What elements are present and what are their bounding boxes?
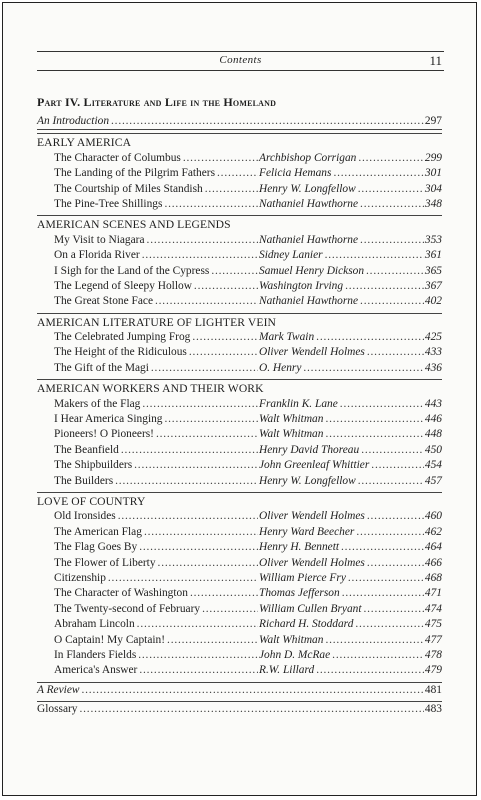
table-of-contents — [37, 114, 442, 717]
section-heading: AMERICAN SCENES AND LEGENDS — [37, 215, 442, 232]
entry-title-cell — [54, 474, 259, 489]
toc-entry — [37, 602, 442, 617]
entry-title-cell — [54, 540, 259, 555]
entry-title-cell — [54, 556, 259, 571]
entry-author-cell — [259, 264, 442, 279]
intro-title: An Introduction — [37, 115, 110, 127]
entry-title-cell — [54, 617, 259, 632]
leader-dots — [316, 663, 424, 678]
leader-dots — [138, 648, 258, 663]
leader-dots — [121, 443, 258, 458]
entry-title-cell — [54, 427, 259, 442]
leader-dots — [142, 248, 258, 263]
entry-author: Franklin K. Lane — [259, 397, 338, 410]
sections-container — [37, 133, 442, 678]
entry-title-cell — [54, 586, 259, 601]
leader-dots — [164, 197, 258, 212]
entry-title: The Builders — [54, 474, 114, 487]
leader-dots — [165, 412, 259, 427]
entry-title: The Character of Columbus — [54, 151, 181, 164]
toc-entry — [37, 397, 442, 412]
leader-dots — [142, 397, 258, 412]
leader-dots — [364, 602, 424, 617]
header-title: Contents — [219, 54, 262, 66]
toc-entry — [37, 525, 442, 540]
leader-dots — [303, 361, 424, 376]
leader-dots — [360, 197, 424, 212]
entry-page: 348 — [424, 197, 442, 210]
entry-author-cell — [259, 602, 442, 617]
toc-entry — [37, 633, 442, 648]
leader-dots — [167, 633, 258, 648]
entry-author: John Greenleaf Whittier — [259, 459, 370, 472]
entry-author-cell — [259, 427, 442, 442]
entry-author-cell — [259, 663, 442, 678]
entry-title: O Captain! My Captain! — [54, 633, 166, 646]
entry-title: In Flanders Fields — [54, 648, 137, 661]
leader-dots — [118, 509, 258, 524]
entry-title-cell — [54, 248, 259, 263]
leader-dots — [325, 412, 423, 427]
toc-entry — [37, 330, 442, 345]
toc-entry — [37, 586, 442, 601]
toc-glossary-row — [37, 701, 442, 717]
toc-entry — [37, 264, 442, 279]
entry-author: Felicia Hemans — [259, 167, 332, 180]
toc-entry — [37, 166, 442, 181]
entry-author-cell — [259, 330, 442, 345]
leader-dots — [367, 556, 424, 571]
entry-title: Makers of the Flag — [54, 397, 141, 410]
entry-page: 468 — [424, 571, 442, 584]
entry-title-cell — [54, 151, 259, 166]
entry-page: 425 — [424, 331, 442, 344]
entry-title-cell — [54, 166, 259, 181]
entry-page: 464 — [424, 541, 442, 554]
entry-title: The Celebrated Jumping Frog — [54, 331, 191, 344]
entry-author: William Pierce Fry — [259, 571, 346, 584]
entry-title-cell — [54, 602, 259, 617]
entry-page: 460 — [424, 510, 442, 523]
leader-dots — [371, 458, 424, 473]
entry-author-cell — [259, 294, 442, 309]
entry-author: Samuel Henry Dickson — [259, 264, 365, 277]
entry-page: 479 — [424, 664, 442, 677]
entry-author: O. Henry — [259, 361, 302, 374]
intro-page: 297 — [424, 115, 442, 127]
entry-author-cell — [259, 197, 442, 212]
leader-dots — [151, 361, 258, 376]
entry-title-cell — [54, 443, 259, 458]
entry-page: 478 — [424, 648, 442, 661]
entry-author: William Cullen Bryant — [259, 602, 362, 615]
entry-title: Old Ironsides — [54, 510, 116, 523]
toc-entry — [37, 294, 442, 309]
leader-dots — [358, 151, 424, 166]
toc-entry — [37, 648, 442, 663]
entry-author-cell — [259, 361, 442, 376]
leader-dots — [340, 397, 424, 412]
entry-author-cell — [259, 556, 442, 571]
entry-title: The Gift of the Magi — [54, 361, 149, 374]
entry-title-cell — [54, 264, 259, 279]
leader-dots — [332, 648, 424, 663]
leader-dots — [358, 474, 424, 489]
toc-entry — [37, 663, 442, 678]
entry-title-cell — [54, 330, 259, 345]
entry-title-cell — [54, 633, 259, 648]
entry-page: 454 — [424, 459, 442, 472]
entry-title: The Height of the Ridiculous — [54, 346, 187, 359]
entry-author: John D. McRae — [259, 648, 331, 661]
entry-author-cell — [259, 279, 442, 294]
entry-page: 477 — [424, 633, 442, 646]
entry-page: 462 — [424, 525, 442, 538]
leader-dots — [325, 248, 424, 263]
entry-title: The Flower of Liberty — [54, 556, 156, 569]
leader-dots — [360, 294, 424, 309]
entry-author-cell — [259, 182, 442, 197]
entry-author-cell — [259, 474, 442, 489]
leader-dots — [139, 663, 258, 678]
leader-dots — [358, 182, 424, 197]
entry-author: Henry David Thoreau — [259, 443, 360, 456]
entry-page: 353 — [424, 233, 442, 246]
entry-title-cell — [54, 197, 259, 212]
leader-dots — [366, 264, 424, 279]
section-heading: EARLY AMERICA — [37, 133, 442, 150]
entry-page: 448 — [424, 428, 442, 441]
entry-title: My Visit to Niagara — [54, 233, 145, 246]
entry-page: 304 — [424, 182, 442, 195]
entry-author: Thomas Jefferson — [259, 587, 340, 600]
entry-page: 299 — [424, 151, 442, 164]
entry-page: 475 — [424, 618, 442, 631]
toc-entry — [37, 427, 442, 442]
toc-entry — [37, 279, 442, 294]
entry-page: 450 — [424, 443, 442, 456]
entry-title: I Sigh for the Land of the Cypress — [54, 264, 210, 277]
entry-page: 466 — [424, 556, 442, 569]
entry-author-cell — [259, 248, 442, 263]
entry-title: The Twenty-second of February — [54, 602, 201, 615]
leader-dots — [189, 345, 258, 360]
glossary-title: Glossary — [37, 703, 78, 716]
leader-dots — [192, 330, 258, 345]
leader-dots — [341, 540, 424, 555]
entry-author: R.W. Lillard — [259, 664, 315, 677]
leader-dots — [342, 586, 424, 601]
toc-entry — [37, 617, 442, 632]
leader-dots — [147, 233, 258, 248]
entry-author: Archbishop Corrigan — [259, 151, 357, 164]
toc-entry — [37, 233, 442, 248]
leader-dots — [190, 586, 258, 601]
entry-title: Abraham Lincoln — [54, 618, 135, 631]
entry-title-cell — [54, 509, 259, 524]
leader-dots — [356, 525, 424, 540]
entry-title: The Legend of Sleepy Hollow — [54, 279, 192, 292]
entry-author-cell — [259, 345, 442, 360]
entry-author-cell — [259, 397, 442, 412]
leader-dots — [367, 509, 424, 524]
toc-entry — [37, 151, 442, 166]
leader-dots — [360, 233, 424, 248]
section-heading: AMERICAN WORKERS AND THEIR WORK — [37, 379, 442, 396]
entry-author-cell — [259, 233, 442, 248]
entry-page: 433 — [424, 346, 442, 359]
entry-title-cell — [54, 279, 259, 294]
leader-dots — [80, 702, 424, 717]
toc-entry — [37, 248, 442, 263]
entry-title-cell — [54, 233, 259, 248]
entry-title-cell — [54, 525, 259, 540]
entry-title: I Hear America Singing — [54, 413, 163, 426]
entry-author-cell — [259, 166, 442, 181]
leader-dots — [325, 633, 423, 648]
entry-page: 402 — [424, 295, 442, 308]
entry-page: 471 — [424, 587, 442, 600]
leader-dots — [345, 279, 424, 294]
leader-dots — [202, 602, 258, 617]
entry-author: Mark Twain — [259, 331, 315, 344]
leader-dots — [144, 525, 258, 540]
entry-author: Washington Irving — [259, 279, 344, 292]
section-heading: AMERICAN LITERATURE OF LIGHTER VEIN — [37, 313, 442, 330]
toc-entry — [37, 182, 442, 197]
toc-entry — [37, 474, 442, 489]
entry-title: The Courtship of Miles Standish — [54, 182, 203, 195]
entry-title-cell — [54, 294, 259, 309]
entry-title-cell — [54, 345, 259, 360]
entry-author: Oliver Wendell Holmes — [259, 346, 365, 359]
toc-entry — [37, 556, 442, 571]
entry-author: Henry W. Longfellow — [259, 182, 356, 195]
leader-dots — [205, 182, 258, 197]
leader-dots — [155, 294, 258, 309]
entry-author: Henry Ward Beecher — [259, 525, 355, 538]
leader-dots — [325, 427, 423, 442]
review-page: 481 — [424, 683, 442, 696]
toc-entry — [37, 361, 442, 376]
entry-page: 301 — [424, 167, 442, 180]
leader-dots — [139, 540, 258, 555]
entry-author-cell — [259, 617, 442, 632]
section-heading: LOVE OF COUNTRY — [37, 492, 442, 509]
leader-dots — [217, 166, 258, 181]
leader-dots — [316, 330, 424, 345]
entry-title-cell — [54, 663, 259, 678]
entry-author: Oliver Wendell Holmes — [259, 556, 365, 569]
entry-title-cell — [54, 412, 259, 427]
entry-page: 474 — [424, 602, 442, 615]
leader-dots — [82, 683, 424, 698]
leader-dots — [348, 571, 424, 586]
entry-title-cell — [54, 648, 259, 663]
toc-entry — [37, 345, 442, 360]
part-title: Part IV. Literature and Life in the Homeland — [37, 95, 277, 109]
entry-author: Henry W. Longfellow — [259, 474, 356, 487]
page-number: 11 — [429, 53, 442, 68]
toc-entry — [37, 509, 442, 524]
leader-dots — [355, 617, 424, 632]
entry-author-cell — [259, 509, 442, 524]
entry-page: 443 — [424, 397, 442, 410]
leader-dots — [194, 279, 258, 294]
entry-title: Citizenship — [54, 571, 106, 584]
leader-dots — [211, 264, 258, 279]
toc-entry — [37, 443, 442, 458]
entry-page: 365 — [424, 264, 442, 277]
entry-title: The Pine-Tree Shillings — [54, 197, 163, 210]
entry-title: On a Florida River — [54, 249, 140, 262]
entry-author: Oliver Wendell Holmes — [259, 510, 365, 523]
leader-dots — [367, 345, 424, 360]
entry-author: Sidney Lanier — [259, 249, 323, 262]
leader-dots — [134, 458, 258, 473]
entry-title: The Great Stone Face — [54, 295, 153, 308]
entry-title: The Character of Washington — [54, 587, 188, 600]
leader-dots — [361, 443, 424, 458]
entry-author: Walt Whitman — [259, 428, 324, 441]
running-header — [37, 51, 444, 71]
entry-author: Nathaniel Hawthorne — [259, 295, 359, 308]
leader-dots — [115, 474, 258, 489]
entry-title-cell — [54, 397, 259, 412]
entry-author: Richard H. Stoddard — [259, 618, 354, 631]
entry-author: Nathaniel Hawthorne — [259, 197, 359, 210]
toc-intro-row — [37, 114, 442, 130]
entry-author-cell — [259, 412, 442, 427]
toc-entry — [37, 571, 442, 586]
leader-dots — [183, 151, 258, 166]
leader-dots — [156, 427, 258, 442]
toc-entry — [37, 412, 442, 427]
toc-entry — [37, 540, 442, 555]
entry-author-cell — [259, 586, 442, 601]
glossary-page: 483 — [424, 703, 442, 716]
entry-page: 446 — [424, 413, 442, 426]
leader-dots — [158, 556, 258, 571]
entry-author: Walt Whitman — [259, 413, 324, 426]
entry-title: The Flag Goes By — [54, 541, 138, 554]
entry-title-cell — [54, 571, 259, 586]
entry-title-cell — [54, 182, 259, 197]
leader-dots — [137, 617, 258, 632]
entry-title: The Beanfield — [54, 443, 119, 456]
toc-review-row — [37, 682, 442, 698]
toc-entry — [37, 197, 442, 212]
entry-author: Walt Whitman — [259, 633, 324, 646]
entry-page: 436 — [424, 361, 442, 374]
toc-entry — [37, 458, 442, 473]
leader-dots — [108, 571, 258, 586]
entry-title: The Landing of the Pilgrim Fathers — [54, 167, 216, 180]
entry-title: The Shipbuilders — [54, 459, 133, 472]
entry-author: Henry H. Bennett — [259, 541, 340, 554]
entry-author-cell — [259, 443, 442, 458]
entry-author-cell — [259, 525, 442, 540]
entry-title: Pioneers! O Pioneers! — [54, 428, 154, 441]
entry-author-cell — [259, 571, 442, 586]
entry-author-cell — [259, 648, 442, 663]
entry-author-cell — [259, 633, 442, 648]
entry-title: America's Answer — [54, 664, 138, 677]
entry-title-cell — [54, 361, 259, 376]
leader-dots — [333, 166, 423, 181]
leader-dots — [111, 114, 424, 129]
entry-page: 367 — [424, 279, 442, 292]
entry-title: The American Flag — [54, 525, 142, 538]
entry-page: 361 — [424, 249, 442, 262]
entry-title-cell — [54, 458, 259, 473]
entry-author-cell — [259, 540, 442, 555]
entry-page: 457 — [424, 474, 442, 487]
review-title: A Review — [37, 683, 80, 696]
entry-author-cell — [259, 458, 442, 473]
entry-author-cell — [259, 151, 442, 166]
entry-author: Nathaniel Hawthorne — [259, 233, 359, 246]
